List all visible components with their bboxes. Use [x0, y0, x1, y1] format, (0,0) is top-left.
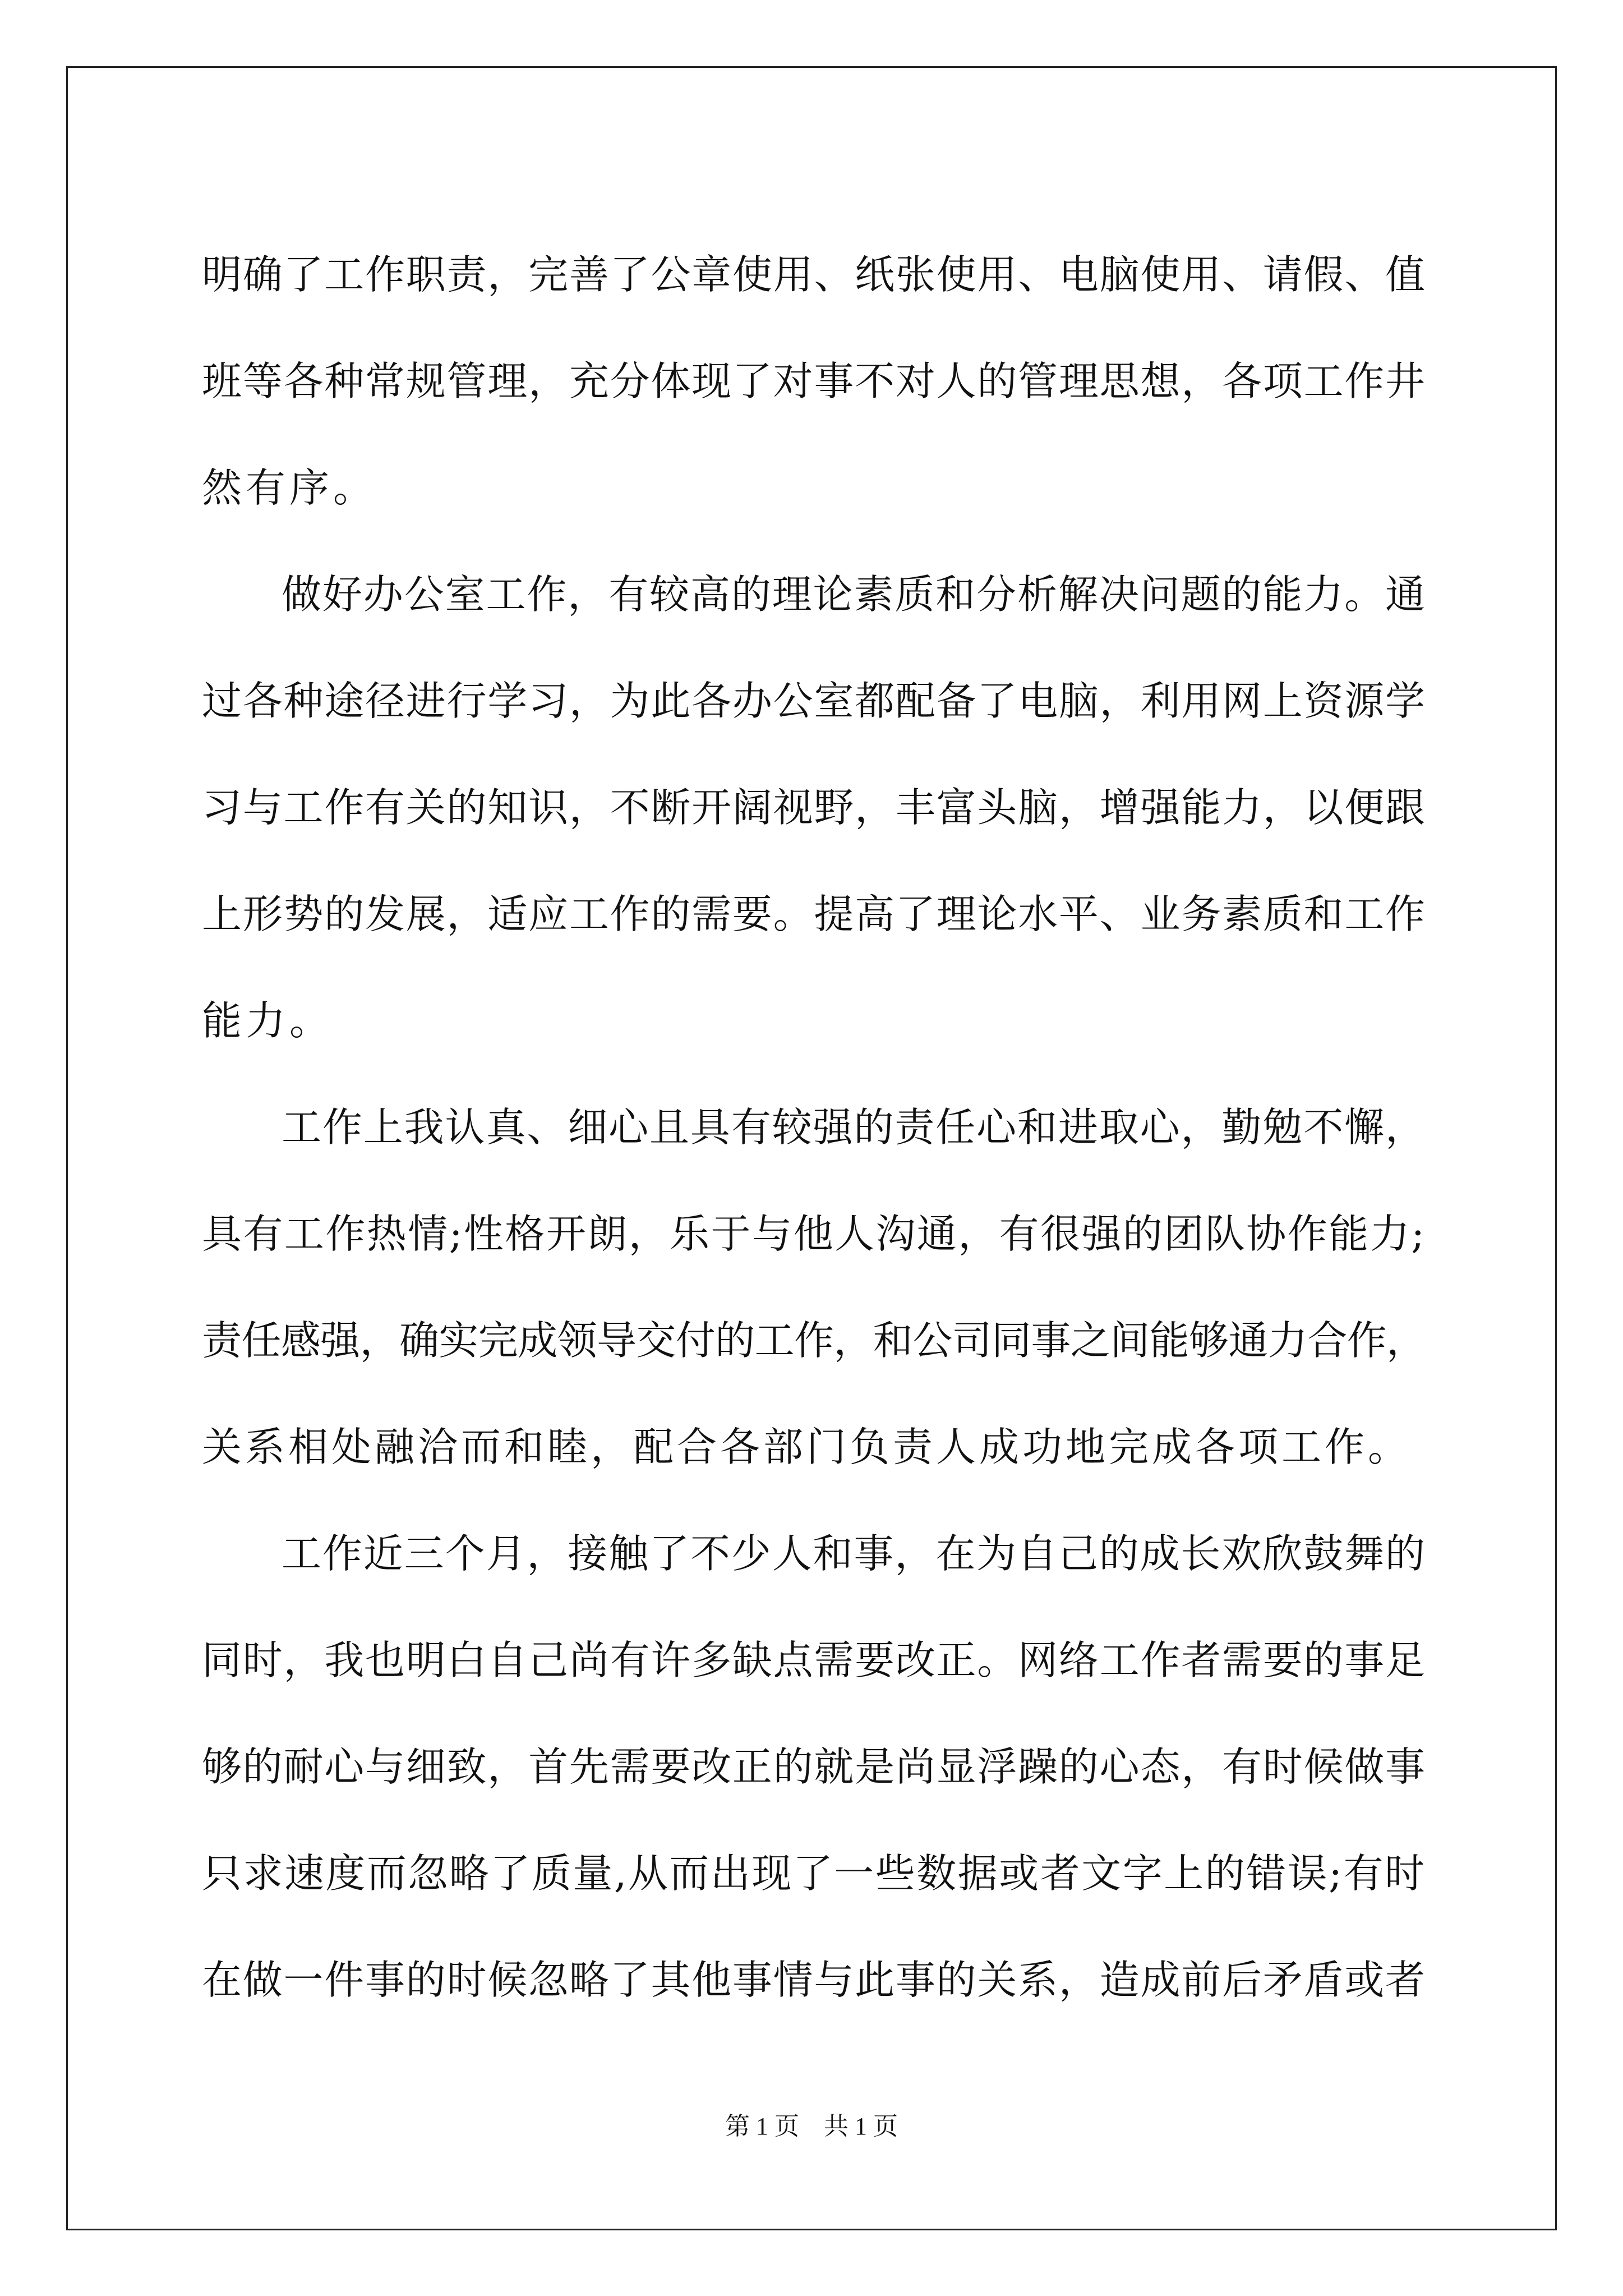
page-footer: 第 1 页 共 1 页: [725, 2113, 898, 2140]
text-line: 过各种途径进行学习，为此各办公室都配备了电脑，利用网上资源学: [202, 678, 1426, 724]
text-line: 关系相处融洽而和睦，配合各部门负责人成功地完成各项工作。: [202, 1424, 1412, 1470]
text-line: 同时，我也明白自己尚有许多缺点需要改正。网络工作者需要的事足: [202, 1637, 1426, 1683]
text-line: 能力。: [202, 997, 334, 1044]
text-line: 做好办公室工作，有较高的理论素质和分析解决问题的能力。通: [282, 571, 1426, 618]
text-line: 工作近三个月，接触了不少人和事，在为自己的成长欢欣鼓舞的: [282, 1530, 1426, 1577]
text-line: 工作上我认真、细心且具有较强的责任心和进取心，勤勉不懈，: [282, 1104, 1426, 1151]
text-line: 班等各种常规管理，充分体现了对事不对人的管理思想，各项工作井: [202, 358, 1426, 404]
text-line: 具有工作热情;性格开朗，乐于与他人沟通，有很强的团队协作能力;: [202, 1211, 1426, 1257]
text-line: 习与工作有关的知识，不断开阔视野，丰富头脑，增强能力，以便跟: [202, 784, 1426, 831]
text-line: 在做一件事的时候忽略了其他事情与此事的关系，造成前后矛盾或者: [202, 1957, 1426, 2003]
text-line: 只求速度而忽略了质量,从而出现了一些数据或者文字上的错误;有时: [202, 1850, 1426, 1897]
text-line: 责任感强，确实完成领导交付的工作，和公司同事之间能够通力合作，: [202, 1317, 1426, 1364]
text-line: 然有序。: [202, 464, 377, 511]
text-line: 够的耐心与细致，首先需要改正的就是尚显浮躁的心态，有时候做事: [202, 1743, 1426, 1790]
text-line: 明确了工作职责，完善了公章使用、纸张使用、电脑使用、请假、值: [202, 251, 1426, 298]
text-line: 上形势的发展，适应工作的需要。提高了理论水平、业务素质和工作: [202, 891, 1426, 937]
document-body: [202, 222, 1426, 2033]
